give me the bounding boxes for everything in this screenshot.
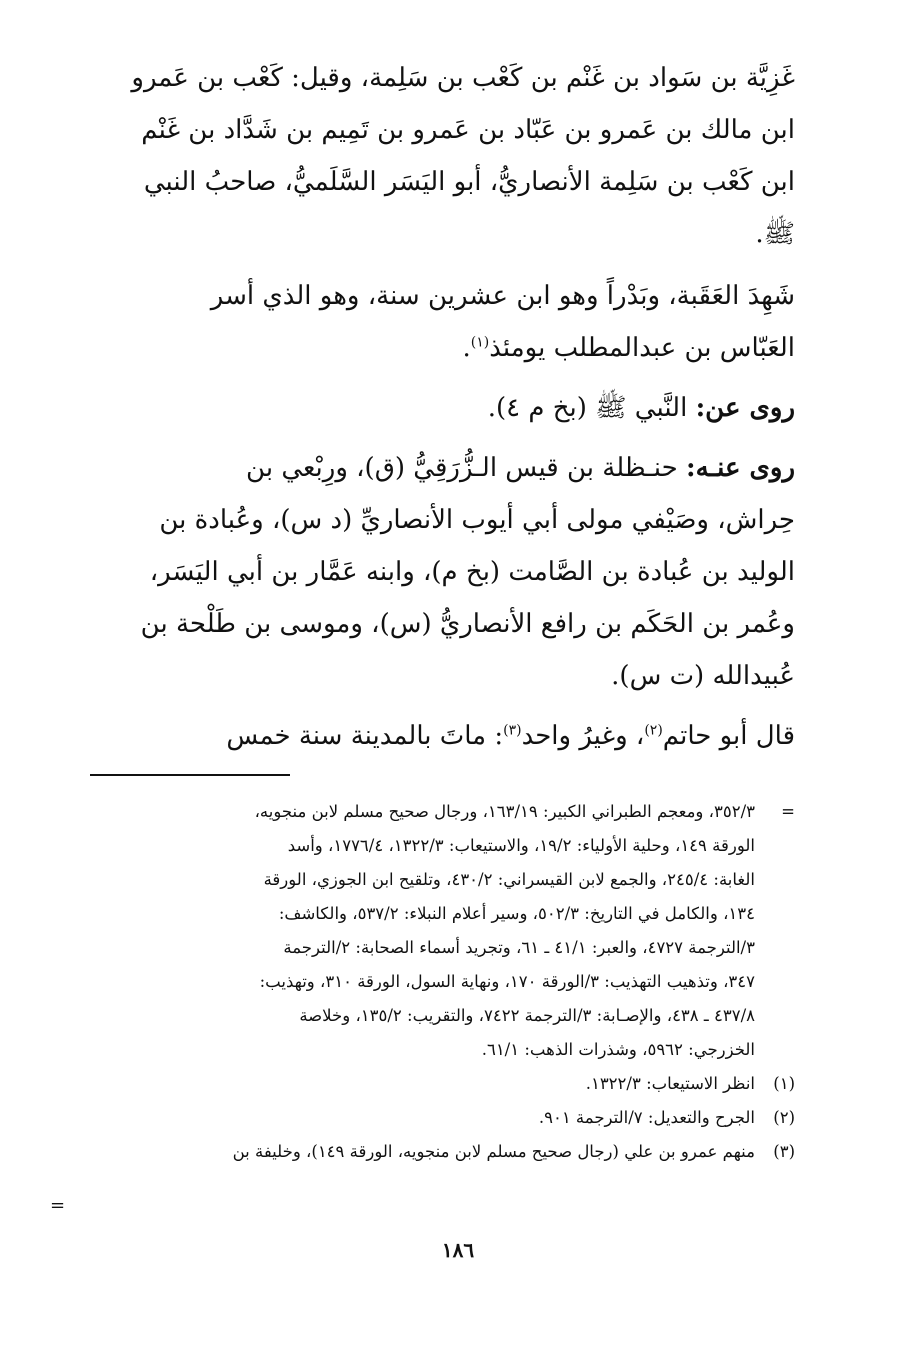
footnote-line: الجرح والتعديل: ٧/الترجمة ٩٠١. xyxy=(538,1108,755,1127)
footnote-line: ٣٤٧، وتذهيب التهذيب: ٣/الورقة ١٧٠، ونهاية السول، الورقة ٣١٠، وتهذيب: xyxy=(259,972,755,991)
text-line: ابن مالك بن عَمرو بن عَبّاد بن عَمرو بن تَمِيم بن شَدَّاد بن غَنْم xyxy=(141,115,795,145)
footnote-line: ٣/الترجمة ٤٧٢٧، والعبر: ٤١/١ ـ ٦١، وتجريد أسماء الصحابة: ٢/الترجمة xyxy=(283,938,755,957)
paragraph-narrators xyxy=(90,442,795,702)
main-text xyxy=(90,52,795,770)
text-line xyxy=(90,382,795,434)
footnote-line: منهم عمرو بن علي (رجال صحيح مسلم لابن منجويه، الورقة ١٤٩)، وخليفة بن xyxy=(232,1142,755,1161)
text-fragment: العَبّاس بن عبدالمطلب يومئذ xyxy=(489,333,795,363)
text-line: شَهِدَ العَقَبة، وبَدْراً وهو ابن عشرين سنة، وهو الذي أسر xyxy=(210,281,795,311)
text-line xyxy=(90,322,795,374)
section-label: روى عنـه: xyxy=(685,453,795,483)
footnote-line: الخزرجي: ٥٩٦٢، وشذرات الذهب: ٦١/١. xyxy=(481,1040,755,1059)
section-label: روى عن: xyxy=(695,393,795,423)
footnote-separator xyxy=(90,774,290,776)
text-fragment: النَّبي ﷺ (بخ م ٤). xyxy=(487,393,696,423)
footnote-marker: (٣) xyxy=(503,722,522,739)
footnote-line: ٣٥٢/٣، ومعجم الطبراني الكبير: ١٦٣/١٩، ورجال صحيح مسلم لابن منجويه، xyxy=(254,802,755,821)
text-line: حِراش، وصَيْفي مولى أبي أيوب الأنصاريِّ (د س)، وعُبادة بن xyxy=(159,505,795,535)
text-fragment: ، وغيرُ واحد xyxy=(521,721,645,751)
footnote-number: (٣) xyxy=(773,1142,795,1161)
text-fragment: . xyxy=(462,333,471,363)
footnote-1 xyxy=(50,1067,795,1101)
text-line xyxy=(90,442,795,494)
text-line: غَزِيَّة بن سَواد بن غَنْم بن كَعْب بن سَلِمة، وقيل: كَعْب بن عَمرو xyxy=(131,63,795,93)
footnote-number: (٢) xyxy=(773,1108,795,1127)
footnote-marker: (٢) xyxy=(644,722,663,739)
text-line: وعُمر بن الحَكَم بن رافع الأنصاريُّ (س)، وموسى بن طَلْحة بن xyxy=(140,609,795,639)
paragraph-death xyxy=(90,710,795,762)
text-fragment: حنـظلة بن قيس الـزُّرَقِيُّ (ق)، ورِبْعي بن xyxy=(246,453,686,483)
text-line xyxy=(90,710,795,762)
footnote-number: (١) xyxy=(773,1074,795,1093)
continuation-mark: = xyxy=(50,1195,66,1216)
text-fragment: قال أبو حاتم xyxy=(662,721,795,751)
footnote-line: ١٣٤، والكامل في التاريخ: ٥٠٢/٣، وسير أعلام النبلاء: ٥٣٧/٢، والكاشف: xyxy=(278,904,755,923)
footnote-line: الغابة: ٢٤٥/٤، والجمع لابن القيسراني: ٤٣٠/٢، وتلقيح ابن الجوزي، الورقة xyxy=(263,870,755,889)
text-fragment: : ماتَ بالمدينة سنة خمس xyxy=(226,721,504,751)
footnote-line: انظر الاستيعاب: ١٣٢٢/٣. xyxy=(585,1074,755,1093)
paragraph-lineage xyxy=(90,52,795,260)
footnote-3 xyxy=(50,1135,795,1169)
footnotes xyxy=(50,795,795,1169)
footnote-continued xyxy=(50,795,795,1067)
footnote-2 xyxy=(50,1101,795,1135)
footnote-body xyxy=(50,795,755,1067)
text-line: ﷺ. xyxy=(755,219,795,249)
page-number: ١٨٦ xyxy=(441,1238,475,1262)
text-line: عُبيدالله (ت س). xyxy=(611,661,795,691)
text-line: الوليد بن عُبادة بن الصَّامت (بخ م)، وابنه عَمَّار بن أبي اليَسَر، xyxy=(149,557,795,587)
footnote-line: ٤٣٧/٨ ـ ٤٣٨، والإصـابة: ٣/الترجمة ٧٤٢٢، والتقريب: ١٣٥/٢، وخلاصة xyxy=(299,1006,755,1025)
continuation-mark: = xyxy=(781,802,795,821)
paragraph-narrated-from xyxy=(90,382,795,434)
paragraph-battles xyxy=(90,270,795,374)
footnote-marker: (١) xyxy=(470,334,490,351)
footnote-line: الورقة ١٤٩، وحلية الأولياء: ١٩/٢، والاستيعاب: ١٣٢٢/٣، ١٧٧٦/٤، وأسد xyxy=(287,836,755,855)
text-line: ابن كَعْب بن سَلِمة الأنصاريُّ، أبو اليَسَر السَّلَميُّ، صاحبُ النبي xyxy=(143,167,795,197)
